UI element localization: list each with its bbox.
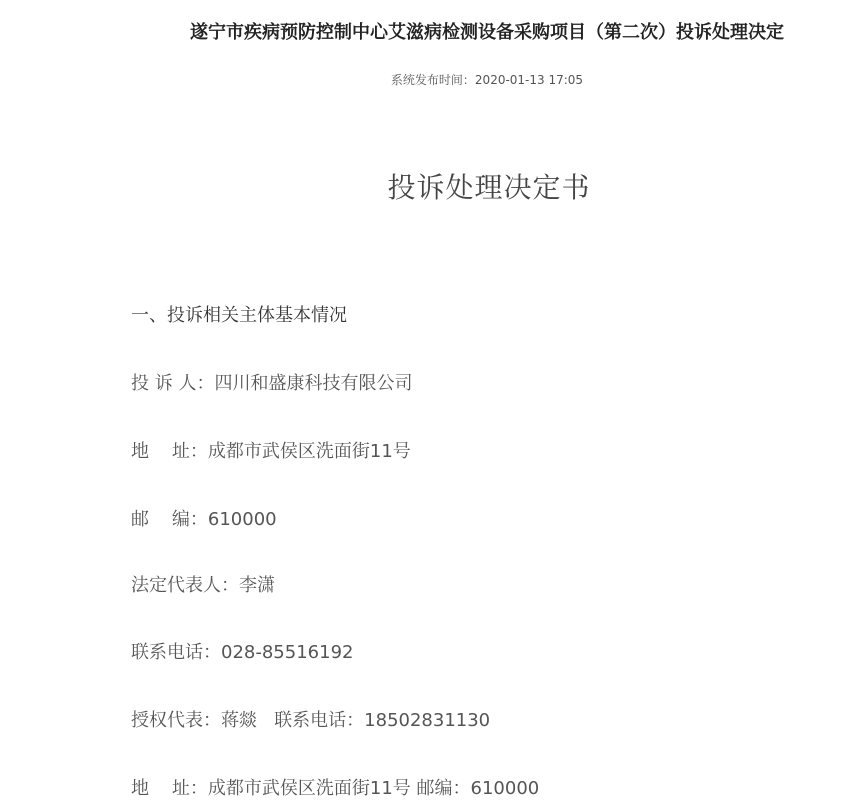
postcode-line: 邮 编：610000: [131, 509, 277, 530]
section-heading: 一、投诉相关主体基本情况: [131, 305, 347, 326]
contact-phone-line: 联系电话：028-85516192: [131, 642, 354, 663]
legal-representative-line: 法定代表人：李潇: [131, 575, 275, 596]
publish-time: 系统发布时间：2020-01-13 17:05: [390, 73, 584, 87]
address-line: 地 址：成都市武侯区洗面街11号: [131, 441, 411, 462]
article-title: 遂宁市疾病预防控制中心艾滋病检测设备采购项目（第二次）投诉处理决定: [190, 22, 784, 43]
complainant-line: 投 诉 人：四川和盛康科技有限公司: [131, 373, 413, 394]
address-postcode-line: 地 址：成都市武侯区洗面街11号 邮编：610000: [131, 778, 540, 799]
document-heading: 投诉处理决定书: [387, 171, 591, 204]
authorized-representative-line: 授权代表：蒋燚 联系电话：18502831130: [131, 710, 491, 731]
